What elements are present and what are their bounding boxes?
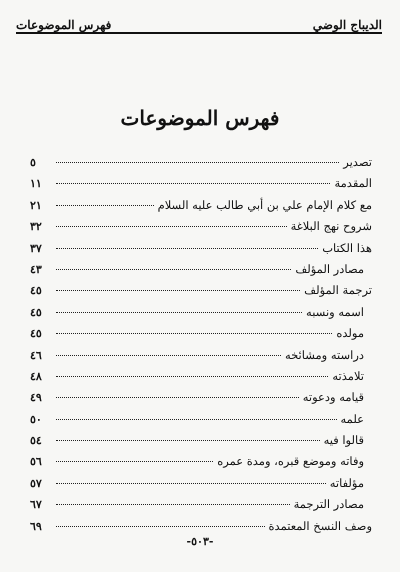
dot-leader <box>56 162 339 163</box>
running-header <box>16 12 382 34</box>
toc-entry-label: دراسته ومشائخه <box>284 347 364 362</box>
toc-entry-label: مصادر المؤلف <box>295 261 364 276</box>
toc-entry-page-number: ٤٥ <box>30 305 42 319</box>
toc-entry-page-number: ٣٧ <box>30 241 42 255</box>
dot-leader <box>56 526 265 527</box>
toc-entry <box>30 176 372 197</box>
dot-leader <box>56 504 290 505</box>
dot-leader <box>56 312 302 313</box>
toc-entry <box>30 390 372 411</box>
toc-entry <box>30 305 372 326</box>
dot-leader <box>56 355 281 356</box>
toc-entry <box>30 412 372 433</box>
toc-entry-label: تلامذته <box>332 368 364 383</box>
toc-entry-label: وفاته وموضع قبره، ومدة عمره <box>217 454 364 469</box>
dot-leader <box>56 205 154 206</box>
dot-leader <box>56 419 337 420</box>
dot-leader <box>56 483 326 484</box>
toc-entry-page-number: ٢١ <box>30 198 42 212</box>
toc-entry-page-number: ٣٢ <box>30 220 42 234</box>
toc-entry-page-number: ٦٩ <box>30 519 42 533</box>
toc-entry-page-number: ٤٦ <box>30 348 42 362</box>
toc-entry-page-number: ٤٥ <box>30 327 42 341</box>
dot-leader <box>56 183 330 184</box>
table-of-contents <box>30 155 372 540</box>
section-title: فهرس الموضوعات <box>16 18 112 32</box>
toc-entry <box>30 476 372 497</box>
toc-entry-label: هذا الكتاب <box>322 240 372 255</box>
toc-entry-label: شروح نهج البلاغة <box>290 219 372 234</box>
dot-leader <box>56 461 213 462</box>
toc-entry <box>30 155 372 176</box>
toc-entry-page-number: ٥٠ <box>30 412 42 426</box>
dot-leader <box>56 269 291 270</box>
toc-entry <box>30 454 372 475</box>
toc-entry <box>30 369 372 390</box>
toc-entry-page-number: ٤٨ <box>30 369 42 383</box>
toc-entry <box>30 262 372 283</box>
dot-leader <box>56 440 320 441</box>
toc-entry-page-number: ٤٥ <box>30 284 42 298</box>
toc-entry-label: تصدير <box>343 155 372 169</box>
toc-entry-label: قالوا فيه <box>323 433 364 448</box>
toc-entry-page-number: ١١ <box>30 177 42 191</box>
toc-entry-label: مع كلام الإمام علي بن أبي طالب عليه السلام <box>157 197 372 212</box>
toc-entry <box>30 348 372 369</box>
toc-entry-page-number: ٤٣ <box>30 262 42 276</box>
toc-entry <box>30 198 372 219</box>
toc-entry <box>30 326 372 347</box>
dot-leader <box>56 376 328 377</box>
toc-entry <box>30 433 372 454</box>
toc-entry <box>30 241 372 262</box>
toc-entry-label: اسمه ونسبه <box>306 304 364 319</box>
toc-entry <box>30 283 372 304</box>
page-title: فهرس الموضوعات <box>120 106 280 130</box>
dot-leader <box>56 226 287 227</box>
toc-entry-label: وصف النسخ المعتمدة <box>268 518 372 533</box>
dot-leader <box>56 333 332 334</box>
dot-leader <box>56 397 299 398</box>
toc-entry-label: مصادر الترجمة <box>293 497 364 512</box>
toc-entry-page-number: ٥٧ <box>30 476 42 490</box>
toc-entry-page-number: ٥٤ <box>30 434 42 448</box>
toc-entry-page-number: ٦٧ <box>30 498 42 512</box>
page-number: -٥٠٣- <box>186 535 214 548</box>
toc-entry-page-number: ٤٩ <box>30 391 42 405</box>
toc-entry-label: ترجمة المؤلف <box>304 283 372 298</box>
toc-entry <box>30 497 372 518</box>
toc-entry-label: مؤلفاته <box>329 475 364 490</box>
toc-entry-label: مولده <box>336 326 364 341</box>
toc-entry-label: علمه <box>340 411 364 426</box>
book-title: الديباج الوضي <box>312 18 382 32</box>
toc-entry-page-number: ٥٦ <box>30 455 42 469</box>
toc-entry-label: قيامه ودعوته <box>302 390 364 405</box>
toc-entry <box>30 219 372 240</box>
toc-entry-page-number: ٥ <box>30 156 36 169</box>
toc-entry-label: المقدمة <box>334 176 372 191</box>
dot-leader <box>56 290 300 291</box>
dot-leader <box>56 248 318 249</box>
